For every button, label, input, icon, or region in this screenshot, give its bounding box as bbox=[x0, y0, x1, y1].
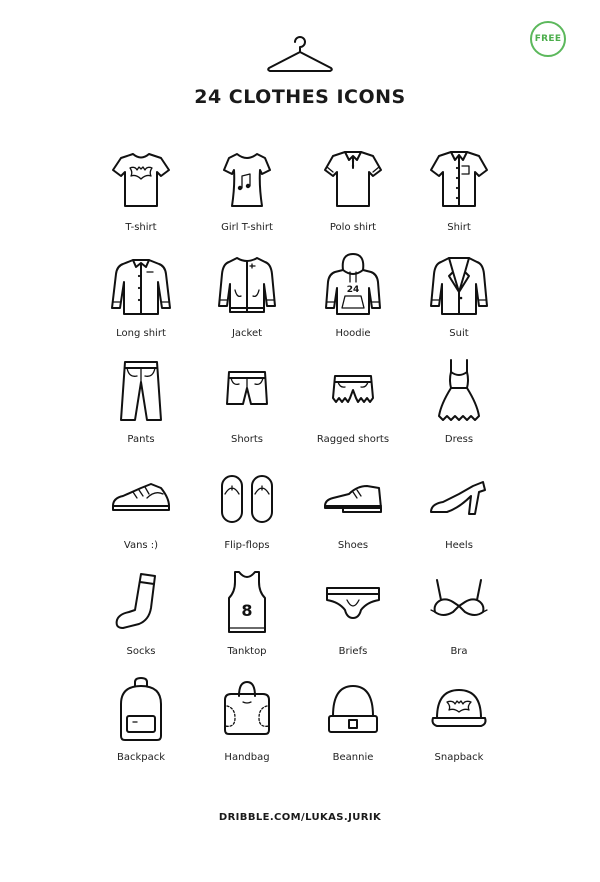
beanie-icon bbox=[323, 676, 383, 742]
icon-cell-long-shirt bbox=[88, 246, 194, 352]
icon-label: Handbag bbox=[224, 752, 270, 763]
icon-label: Shorts bbox=[230, 434, 264, 445]
icon-label: Backpack bbox=[116, 752, 166, 763]
hanger-icon bbox=[266, 34, 334, 74]
shoes-icon bbox=[323, 464, 383, 530]
vans-icon bbox=[111, 464, 171, 530]
shorts-icon bbox=[217, 358, 277, 424]
pants-icon bbox=[111, 358, 171, 424]
icon-label: Girl T-shirt bbox=[221, 222, 273, 233]
flip-flops-icon bbox=[217, 464, 277, 530]
icon-cell-ragged-shorts bbox=[300, 352, 406, 458]
icon-label: Hoodie bbox=[335, 328, 371, 339]
jacket-icon bbox=[217, 252, 277, 318]
icon-cell-handbag bbox=[194, 670, 300, 776]
ragged-shorts-icon bbox=[323, 358, 383, 424]
icon-cell-girl-t-shirt bbox=[194, 140, 300, 246]
icon-cell-snapback bbox=[406, 670, 512, 776]
heels-icon bbox=[429, 464, 489, 530]
t-shirt-icon bbox=[111, 146, 171, 212]
icon-label: Shoes bbox=[337, 540, 369, 551]
icon-label: Tanktop bbox=[227, 646, 267, 657]
polo-shirt-icon bbox=[323, 146, 383, 212]
icon-cell-tanktop bbox=[194, 564, 300, 670]
icon-label: Jacket bbox=[231, 328, 263, 339]
icon-label: T-shirt bbox=[125, 222, 157, 233]
girl-t-shirt-icon bbox=[217, 146, 277, 212]
tanktop-icon bbox=[217, 570, 277, 636]
footer-credit: DRIBBLE.COM/LUKAS.JURIK bbox=[218, 812, 382, 823]
icon-label: Pants bbox=[127, 434, 155, 445]
icon-cell-bra bbox=[406, 564, 512, 670]
icon-cell-t-shirt bbox=[88, 140, 194, 246]
icon-label: Shirt bbox=[447, 222, 471, 233]
icon-cell-shirt bbox=[406, 140, 512, 246]
icon-label: Briefs bbox=[338, 646, 368, 657]
handbag-icon bbox=[217, 676, 277, 742]
icon-cell-socks bbox=[88, 564, 194, 670]
long-shirt-icon bbox=[111, 252, 171, 318]
bra-icon bbox=[429, 570, 489, 636]
icon-cell-beanie bbox=[300, 670, 406, 776]
suit-icon bbox=[429, 252, 489, 318]
tanktop-number: 8 bbox=[241, 601, 253, 620]
icon-cell-polo-shirt bbox=[300, 140, 406, 246]
dress-icon bbox=[429, 358, 489, 424]
icon-label: Beannie bbox=[332, 752, 374, 763]
icon-cell-suit bbox=[406, 246, 512, 352]
icon-grid bbox=[88, 140, 512, 776]
icon-label: Bra bbox=[450, 646, 468, 657]
icon-cell-heels bbox=[406, 458, 512, 564]
icon-label: Ragged shorts bbox=[316, 434, 390, 445]
icon-cell-shoes bbox=[300, 458, 406, 564]
icon-cell-dress bbox=[406, 352, 512, 458]
icon-cell-backpack bbox=[88, 670, 194, 776]
icon-cell-briefs bbox=[300, 564, 406, 670]
icon-cell-pants bbox=[88, 352, 194, 458]
icon-label: Snapback bbox=[434, 752, 484, 763]
socks-icon bbox=[111, 570, 171, 636]
icon-cell-hoodie bbox=[300, 246, 406, 352]
snapback-icon bbox=[429, 676, 489, 742]
icon-cell-jacket bbox=[194, 246, 300, 352]
icon-label: Flip-flops bbox=[224, 540, 270, 551]
icon-label: Polo shirt bbox=[329, 222, 377, 233]
icon-label: Dress bbox=[444, 434, 474, 445]
icon-label: Socks bbox=[126, 646, 156, 657]
icon-cell-shorts bbox=[194, 352, 300, 458]
icon-label: Vans :) bbox=[123, 540, 159, 551]
icon-label: Long shirt bbox=[116, 328, 166, 339]
icon-cell-flip-flops bbox=[194, 458, 300, 564]
hoodie-number: 24 bbox=[346, 285, 360, 295]
hoodie-icon bbox=[323, 252, 383, 318]
briefs-icon bbox=[323, 570, 383, 636]
shirt-icon bbox=[429, 146, 489, 212]
backpack-icon bbox=[111, 676, 171, 742]
free-badge-label: FREE bbox=[534, 34, 562, 44]
icon-label: Heels bbox=[445, 540, 473, 551]
icon-cell-vans bbox=[88, 458, 194, 564]
free-badge bbox=[530, 21, 566, 57]
icon-label: Suit bbox=[449, 328, 469, 339]
page-title: 24 CLOTHES ICONS bbox=[194, 86, 406, 108]
